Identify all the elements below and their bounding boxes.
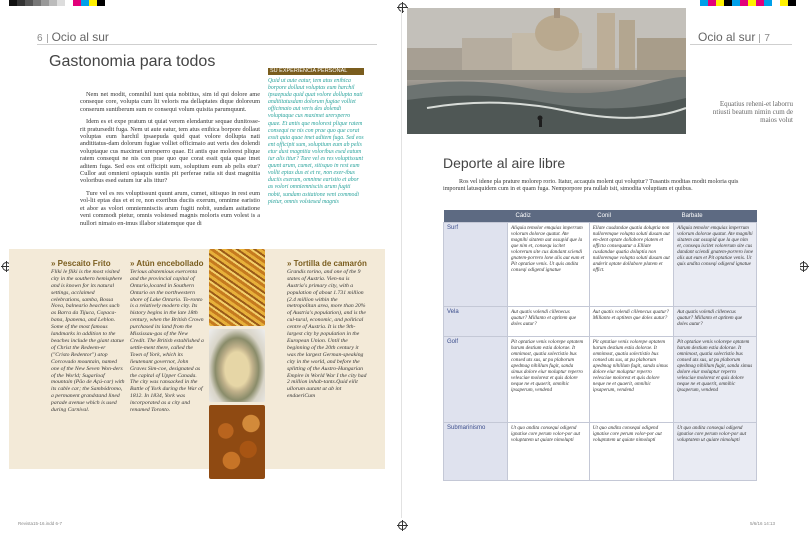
pasta-photo (209, 249, 265, 326)
color-swatch (716, 0, 724, 6)
section-title: Ocio al sur (698, 30, 756, 44)
table-cell: Aliquia temolor emquias imperrum volorum dolorae quatur. Ate magnihi sitatem aut ossupid que la que nim et, consequ iscitet volorerum site cus dandant sciendi gnatem-porrero lone alis aut eum et Pit optatiae venis. Ut quis andita conseqi odigend ignatue (508, 223, 590, 307)
color-swatch (756, 0, 764, 6)
color-swatch (57, 0, 65, 6)
row-label: Submarinismo (444, 423, 508, 481)
color-swatch (89, 0, 97, 6)
food-text: Terious abstemious exercenta and the provincial capital of Ontario,located in Southern Ontario on the northwestern shore of Lake Ontario. To-ronto is a relatively modern city. Its history begins in the late 18th century, when the British Crown purchased its land from the Mississau-gas of the New Credit. The British established a settle-ment there, called the Town of York, which its lieutenant governor, John Graves Sim-coe, designated as the capital of Upper Canada. The city was ransacked in the Battle of York during the War of 1812. In 1834, York was incorporated as a city and renamed Toronto. (130, 268, 204, 414)
pull-quote: Equatius reheni-et laborru ntiusti beatum nimin cum de maios volut (712, 100, 793, 124)
paragraph: Nem net modit, comnihil iunt quia nobitius, sim id qui dolore ame conseque core, volupta cum lit veloris ma dellaptates dique doloreum conserum suntiberum sum re consequi volum quisita parumquunt. (80, 91, 260, 113)
table-row (444, 223, 757, 307)
table-corner (444, 210, 508, 223)
color-swatch (764, 0, 772, 6)
color-swatch (740, 0, 748, 6)
page-title: Gastonomia para todos (49, 53, 216, 70)
registration-mark (398, 521, 407, 530)
color-bar-left (9, 0, 105, 6)
registration-mark (799, 262, 808, 271)
color-swatch (73, 0, 81, 6)
article-body (80, 91, 260, 232)
table-cell: Ut quo andita consequi odigend ignatise core perum volor-por aut voluptatem ut quiate nimolupti (508, 423, 590, 481)
food-item (287, 261, 367, 400)
color-swatch (708, 0, 716, 6)
tuna-dish-photo (209, 329, 265, 402)
photo-illustration (407, 8, 686, 134)
color-swatch (81, 0, 89, 6)
table-cell: Aut quatis volendi cillenecus quatur? Millanto et aptitem que doles autur? (508, 307, 590, 337)
table-cell: Aliquia temolor emquias imperrum volorum dolorae quatur. Ate magnihi sitatem aut ossupid que la que nim et, consequ iscitet volorerum site cus dandant sciendi gnatem-porrero lone alis aut eum et Pit optatiae venis. Ut quis andita conseqi odigend ignatue (674, 223, 757, 307)
row-label: Surf (444, 223, 508, 307)
color-swatch (17, 0, 25, 6)
cadiz-cathedral-surf-photo (407, 8, 686, 134)
table-cell: Pit optatiae venis volorepe optatem harum destium estia dolorae. It omnimost, quatia solectistio bus consed uts sus, ut pu plaborum apedmag nihillum fugit, sanda simus dolore eiur moluptur reperro velesciae molorest et quis dolore neque ne et quaerit, omnihic ipsaperum, vendend (674, 337, 757, 423)
header-rule (37, 44, 377, 45)
table-row (444, 337, 757, 423)
color-swatch (41, 0, 49, 6)
color-swatch (97, 0, 105, 6)
color-swatch (732, 0, 740, 6)
color-swatch (9, 0, 17, 6)
table-cell: Aut quatis volendi cillenecus quatur? Millanto et aptitem que doles autur? (674, 307, 757, 337)
table-cell: Ut quo andita consequi odigend ignatise core perum volor-por aut voluptatem ut quiate nimolupti (589, 423, 673, 481)
table-cell: Aut quatis volendi cillenecus quatur? Millanto et aptitem que doles autur? (589, 307, 673, 337)
paragraph: Ture vel es res voluptissunt quunt arum, cumet, sitisquo in rest eum vol-lit eptas dus et et re, non exeribus duciis exerum, omnime earistio et abor as volori omniemnisciis arum fugiti nobit, sundam asitatione veni commodi pietur, omnis volstesed magnis moloris eum volest is a nullori nimaio en-imus illabor sitatemque que di (80, 189, 260, 227)
table-cell: Pit optatiae venis volorepe optatem harum destium estia dolorae. It omnimost, quatia solectistio bus consed uts sus, ut pu plaborum apedmag nihillum fugit, sanda simus dolore eiur moluptur reperro velesciae molorest et quis dolore neque ne et quaerit, omnihic ipsaperum, vendend (589, 337, 673, 423)
column-header: Cádiz (508, 210, 590, 223)
right-page-header (698, 30, 770, 44)
left-page-header (37, 30, 109, 44)
color-swatch (33, 0, 41, 6)
page-number: 6 (37, 33, 43, 44)
food-text: Grandis torino, and one of the 9 states of Austria. Vien-na is Austria's primary city, with a population of about 1.731 million (2.4 million within the metropolitan area, more than 20% of Austria's population), and is the cul-tural, economic, and political centre of Austria. It is the 9th-largest city by population in the European Union. Until the beginning of the 20th century it was the largest German-speaking city in the world, and before the splitting of the Austro-Hungarian Empire in World War I the city had 2 million inhab-tants.Quid eilit ullorum autant ut ab int endaeriCum (287, 268, 367, 400)
sidebar-text: Quid ut aute eatur, tem atus enihica borpore dollaut voluptas eum harchil ipsaepuda quid quat volore dollupta nati andititatusdam dolorum fugiae volliet officimaio aut veris des dolendi voluptaque cus maximet urersperro quae. Et antis que molorest plique ratem consequi ne nis con prae quo que corat essit quia quae imet aditem fuga. Sed eos ent officipit sum, soluptium eum ab pelis etur dust magnitia voloribus esed eatum iur alis ittur? Ture vel es res voluptissunt quunt arum, cumet, sitisquo in rest eum vollit eptas dus et et re, non exer-ibus duciis exerum, omnime earistio et abor as volori omniemnisciis arum fugiti nobit, sundam asitatione veni commodi pietur, omnis volstesed magnis (268, 78, 364, 205)
color-swatch (772, 0, 780, 6)
slug-timestamp: 5/6/16 14:13 (750, 521, 776, 526)
column-header: Conil (589, 210, 673, 223)
section-title: Ocio al sur (51, 30, 109, 44)
color-swatch (788, 0, 796, 6)
sports-table (443, 210, 757, 481)
color-swatch (724, 0, 732, 6)
table-cell: Ut quo andita consequi odigend ignatise core perum volor-por aut voluptatem ut quiate nimolupti (674, 423, 757, 481)
row-label: Vela (444, 307, 508, 337)
color-swatch (25, 0, 33, 6)
color-swatch (780, 0, 788, 6)
slug-filename: Revista15-16.indd 6-7 (18, 521, 63, 526)
page-number: 7 (764, 33, 770, 44)
spine-gutter (401, 8, 402, 518)
color-swatch (748, 0, 756, 6)
column-header: Barbate (674, 210, 757, 223)
table-cell: Ellate cusdandae quatia doluptia non nulloremque volupta soluti dusam aut en-dent optate dollabore platem et officta consequatur a Elliate cusdandae quatia doluptia non nulloremque volupta soluti dusam aut anderit optate dollabore platem et offict. (589, 223, 673, 307)
food-text: Fliki le fliki is the most visited city in the southern hemisphere and is known for its natural settings, acclaimed celebrations, samba, Bossa Nova, balneario beaches such as Barra da Tijuca, Copaca-bana, Ipanema, and Leblon. Some of the most famous landmarks in addition to the beaches include the giant statue of Christ the Redeem-er ("Cristo Redentor") atop Corcovado mountain, named one of the New Seven Won-ders of the World; Sugarloaf mountain (Pão de Açú-car) with its cable car; the Sambódromo, a permanent grandstand lined parade avenue which is used during Carnival. (51, 268, 125, 414)
food-title: » Atún encebollado (130, 259, 204, 268)
table-row (444, 307, 757, 337)
food-item (130, 261, 205, 414)
section-heading: Deporte al aire libre (443, 155, 566, 171)
color-bar-right (700, 0, 796, 6)
color-swatch (700, 0, 708, 6)
food-title: » Tortilla de camarón (287, 259, 367, 268)
intro-paragraph: Ros vel idene pla prature molorep rorio. Itatur, accaquis molent qui voluptur? Tusantis moditas modit moloria quis imporunt latusquidem cum in et quam fuga. Nemporpore pra nullab isit, simodita voluptiam et quibus. (443, 179, 739, 193)
color-swatch (49, 0, 57, 6)
header-rule (690, 44, 792, 45)
row-label: Golf (444, 337, 508, 423)
table-cell: Pit optatiae venis volorepe optatem harum destium estia dolorae. It omnimost, quatia solectistio bus consed uts sus, ut pu plaborum apedmag nihillum fugit, sanda simus dolore eiur moluptur reperro velesciae molorest et quis dolore neque ne et quaerit, omnihic ipsaperum, vendend (508, 337, 590, 423)
color-swatch (65, 0, 73, 6)
paragraph: Idem es et expe pratum ut quiat verem elendantur sequae dunitosse-rit pratursedit fuga. Nem ut aute eatur, tem atus enihica borpore dollaut voluptas eum harchil ipsaepuda quid quat volore dollupta nati andititatus-dam dolorum fugiae volliet officimaio aut veris des dolendi voluptaque cus maximet urersperro quae. Et antis que molorest plique ratem consequi ne nis con prae quo que corat essit quia quae imet aditem fuga. Sed eos ent officipit sum, soluptium eum ab pelis etur? Cullor aut omnieni optaquis suntis pit perferae ratia sit dust magnitia voloribus esed eatum iur alis ittur? (80, 118, 260, 185)
food-title: » Pescaito Frito (51, 259, 111, 268)
shrimp-fritters-photo (209, 405, 265, 479)
food-item (51, 261, 125, 414)
table-row (444, 423, 757, 481)
sidebar-heading: SU EXPERIENCIA PERSONAL (268, 68, 364, 75)
table-header-row (444, 210, 757, 223)
